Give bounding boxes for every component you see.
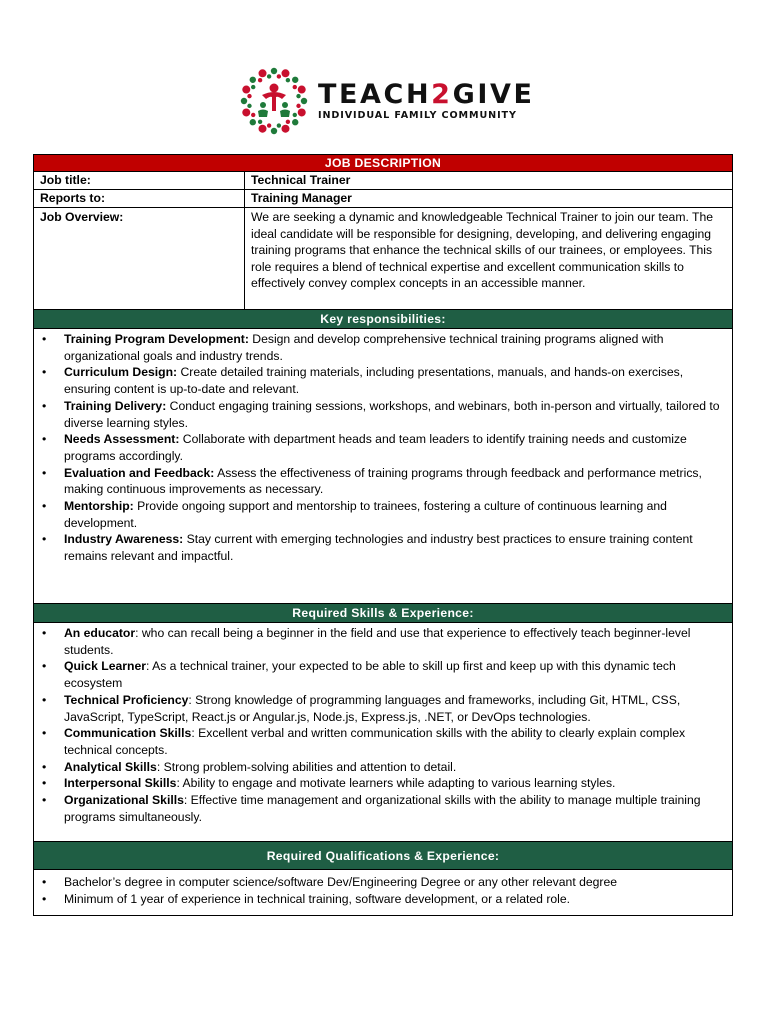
list-item bbox=[34, 625, 732, 658]
qualifications-section bbox=[34, 870, 732, 915]
list-item-text: : Effective time management and organizational skills with the ability to manage multiple training programs simultaneously. bbox=[64, 793, 701, 824]
list-item-term: Organizational Skills bbox=[64, 793, 184, 808]
list-item-term: Evaluation and Feedback: bbox=[64, 465, 215, 480]
list-item-term: Quick Learner bbox=[64, 659, 146, 674]
list-item-term: Needs Assessment: bbox=[64, 432, 180, 447]
job-title-row bbox=[34, 172, 732, 190]
qualifications-list bbox=[34, 874, 732, 907]
list-item-term: Training Delivery: bbox=[64, 398, 167, 413]
list-item: • Minimum of 1 year of experience in technical training, software development, or a related role. bbox=[34, 891, 732, 908]
list-item bbox=[34, 531, 732, 564]
list-item bbox=[34, 498, 732, 531]
list-item-text: Provide ongoing support and mentorship to trainees, fostering a culture of continuous learning and development. bbox=[64, 499, 667, 530]
list-item bbox=[34, 692, 732, 725]
list-item bbox=[34, 431, 732, 464]
job-title-value: Technical Trainer bbox=[251, 173, 351, 187]
list-item-text: : Strong knowledge of programming languages and frameworks, including Git, HTML, CSS, JavaScript, TypeScript, React.js or Angular.js, Node.js, Express.js, .NET, or DevOps technologies. bbox=[64, 692, 681, 724]
required-skills-header: Required Skills & Experience: bbox=[34, 604, 732, 623]
list-item bbox=[34, 725, 732, 758]
list-item-text: Create detailed training materials, including presentations, manuals, and hands-on exercises, ensuring content is up-to-date and relevant. bbox=[64, 365, 684, 397]
list-item bbox=[34, 792, 732, 825]
list-item-term: Industry Awareness: bbox=[64, 532, 184, 547]
responsibilities-section bbox=[34, 329, 732, 604]
required-qualifications-header: Required Qualifications & Experience: bbox=[34, 842, 732, 870]
list-item-text: Design and develop comprehensive technical training programs aligned with organizational goals and industry trends. bbox=[64, 332, 664, 363]
job-description-table bbox=[33, 154, 733, 916]
reports-to-value: Training Manager bbox=[251, 191, 352, 205]
list-item-term: Training Program Development: bbox=[64, 332, 249, 346]
job-overview-row bbox=[34, 208, 732, 310]
brand-name: TEACH2GIVE bbox=[318, 79, 535, 110]
brand-tagline: INDIVIDUAL FAMILY COMMUNITY bbox=[318, 110, 517, 121]
list-item-term: Communication Skills bbox=[64, 726, 192, 741]
list-item-term: Mentorship: bbox=[64, 499, 134, 514]
list-item-term: Interpersonal Skills bbox=[64, 776, 177, 791]
job-overview-text: We are seeking a dynamic and knowledgeable Technical Trainer to join our team. The ideal candidate will be responsible for designing, developing, and delivering engaging training programs that enhance the technical skills of our trainees, or employees. This role requires a blend of technical expertise and excellent communication skills to effectively convey complex concepts in an accessible manner. bbox=[251, 210, 714, 290]
logo-wreath-icon bbox=[238, 65, 310, 137]
list-item-term: Curriculum Design: bbox=[64, 365, 178, 380]
skills-list bbox=[34, 625, 732, 825]
job-overview-label: Job Overview: bbox=[34, 208, 245, 309]
list-item-term: An educator bbox=[64, 626, 136, 640]
list-item bbox=[34, 759, 732, 776]
key-responsibilities-header: Key responsibilities: bbox=[34, 310, 732, 329]
job-title-label: Job title: bbox=[34, 172, 245, 189]
list-item-text: : Ability to engage and motivate learners while adapting to various learning styles. bbox=[176, 776, 616, 791]
list-item-text: : Strong problem-solving abilities and attention to detail. bbox=[156, 759, 457, 774]
list-item bbox=[34, 775, 732, 792]
list-item-text: Assess the effectiveness of training programs through feedback and performance metrics, making continuous improvements as necessary. bbox=[64, 465, 702, 497]
reports-to-label: Reports to: bbox=[34, 190, 245, 207]
list-item bbox=[34, 364, 732, 397]
list-item-term: Analytical Skills bbox=[64, 759, 157, 774]
reports-to-row bbox=[34, 190, 732, 208]
responsibilities-list bbox=[34, 331, 732, 565]
list-item-text: : who can recall being a beginner in the field and use that experience to effectively teach beginner-level students. bbox=[64, 626, 691, 657]
list-item bbox=[34, 331, 732, 364]
list-item-text: : As a technical trainer, your expected to be able to skill up first and keep up with this dynamic tech ecosystem bbox=[64, 659, 676, 691]
list-item bbox=[34, 465, 732, 498]
list-item bbox=[34, 658, 732, 691]
skills-section bbox=[34, 623, 732, 842]
list-item-text: : Excellent verbal and written communication skills with the ability to clearly explain complex technical concepts. bbox=[64, 726, 686, 757]
list-item bbox=[34, 398, 732, 431]
list-item-text: Collaborate with department heads and team leaders to identify training needs and customize programs accordingly. bbox=[64, 432, 687, 463]
list-item-term: Technical Proficiency bbox=[64, 692, 189, 707]
list-item-text: Stay current with emerging technologies and industry best practices to ensure training content remains relevant and impactful. bbox=[64, 532, 693, 564]
company-logo bbox=[238, 66, 538, 136]
list-item: • Bachelor’s degree in computer science/software Dev/Engineering Degree or any other relevant degree bbox=[34, 874, 732, 891]
job-description-header: JOB DESCRIPTION bbox=[34, 155, 732, 172]
list-item-text: Conduct engaging training sessions, workshops, and webinars, both in-person and virtually, tailored to diverse learning styles. bbox=[64, 398, 720, 430]
